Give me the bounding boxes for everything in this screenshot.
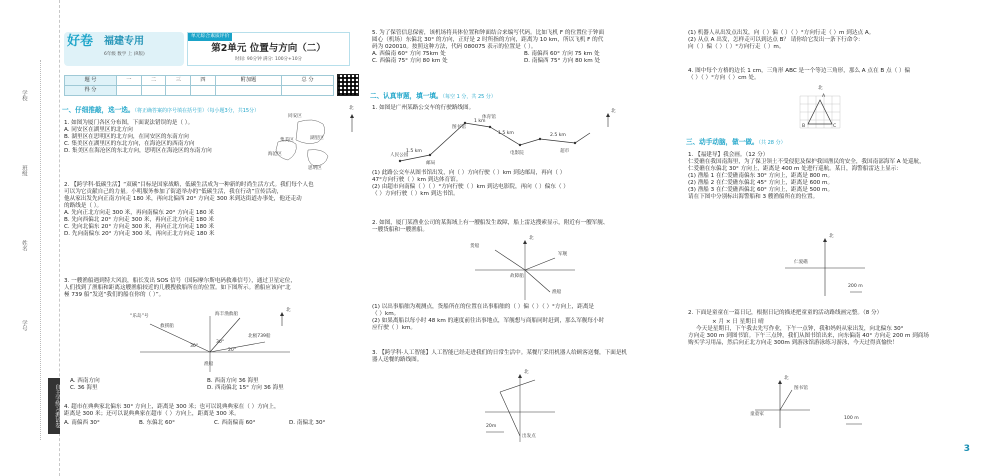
question-8 [372,350,672,364]
option-b[interactable]: B. 南偏西 60° 方向 75 km 处 [524,50,600,57]
map-label: 体育馆 [482,115,496,120]
brand-banner [64,32,184,66]
map-label: 军舰 [558,252,568,257]
score-cell: 得 分 [65,86,117,96]
question-line: 今天是星期日，下午我去先写作业，下午一点钟，我和妈妈从家出发，向北偏东 30° [696,325,904,332]
map-label: 渔船 [552,290,562,295]
section-3-note: （共 28 分） [758,140,786,146]
question-line: 3. 一艘渔船遇到特大风浪，船长发出 SOS 信号（国际摩尔斯电码救难信号），通过卫星定位， [64,278,296,284]
question-line: 应行驶（ ）km。 [372,324,417,331]
question-line: (2) 从点 A 出发，怎样走可以到达点 B？ 请你给它发出一条下行命令： [688,36,864,43]
name-label: 姓名 [20,240,27,251]
map-label: 同安区 [288,114,302,119]
question-line: (3) 渔船 3 在仁爱礁西偏北 60° 方向上，距离是 500 m。 [688,186,834,193]
scale-label: 200 m [848,284,863,289]
map-label: 人民公园 [390,153,409,158]
question-line: (1) 以出事船舶为观测点，货船所在的位置在出事船舶的（ ）偏（ ）（ ）°方向上，距离是 [372,304,595,310]
map-label: 童童家 [750,412,764,417]
option-b[interactable]: B. 西南方向 36 海里 [207,378,259,384]
distance-label: 1.5 km [498,131,514,136]
triangle-grid-figure [800,88,840,132]
section-3 [686,138,978,147]
question-line: （ ）km。 [372,310,400,317]
question-stem: 1. 如图为厦门各区分布图，下面说法错误的是（ ）。 [64,120,194,126]
map-label: 出发点 [522,434,536,439]
question-6-stem [372,105,672,112]
map-label: 超市 [560,149,570,154]
qr-code[interactable] [337,74,359,96]
option-d[interactable]: D. 先向南偏东 20° 方向走 300 米，再向正北方向走 180 米 [64,230,215,237]
north-label: 北 [286,308,291,313]
rescue-map-figure [120,308,300,374]
ship-map-svg [470,240,580,302]
score-input-cell[interactable] [191,86,216,96]
school-label: 学校 [20,90,27,101]
question-line: 圆心（机场）东偏北 30° 的方向，正好是 2 时所指的方向，距离为 10 km，所以飞机 F 的代 [372,36,604,43]
unit-title-box [187,32,350,66]
section-2-title: 二、认真审题，填一填。 [370,92,443,100]
question-line: （ ）（ ）°方向（ ）cm 处。 [688,74,760,81]
score-cell: 题 号 [65,76,117,86]
distance-label: 1 km [474,119,486,124]
north-label: 北 [784,376,789,381]
score-input-cell[interactable] [166,86,191,96]
question-line: 4. 超市在典典家北偏东 30° 方向上，距离是 300 米；也可以说典典家在（ ）方向上， [64,404,280,410]
map-label: 图书馆 [452,125,466,130]
question-7 [372,220,672,234]
angle-label: 30° [190,344,199,349]
option-a[interactable]: A. 南偏西 30° [64,419,100,426]
xiamen-map-figure [268,106,358,174]
question-6-parts [372,170,672,198]
scale-label: 20m [486,424,497,429]
map-label: 海丰渔救船 [215,312,238,317]
map-label: 货船 [470,244,480,249]
map-label: “乐岛”号 [130,314,149,319]
point-label: B [802,124,806,129]
question-line: 购买学习用品，然后向正北方向走 300m 到游泳馆游泳练习游泳，今天过得真愉快！ [688,339,898,346]
question-line: 2. 如图，厦门某渔业公司的某海域上有一艘船发生故障，船上雷达搜索显示，附近有一艘军舰、 [372,220,609,226]
question-3 [64,278,360,299]
question-line: 47°方向行驶（ ）km 到达体育馆。 [372,176,462,183]
option-b[interactable]: B. 湖里区在思明区的北方向，在同安区的东南方向 [64,133,189,140]
cut-line [40,60,41,440]
option-d[interactable]: D. 西南偏北 15° 方向 36 海里 [207,384,284,391]
option-d[interactable]: D. 集美区在海沧区的东北方向，思明区在海沧区的东南方向 [64,147,212,154]
question-line: (1) 机器人从出发点出发，向（ ）偏（ ）（ ）°方向行走（ ）m 到达点 A。 [688,30,875,36]
question-line: 器人送餐的路线图。 [372,356,423,363]
question-line: (2) 如果离船以每小时 48 km 的速度前往出事地点，军舰想与商船同时赶到，那么军舰每小时 [372,317,605,324]
question-line: (2) 渔船 2 在仁爱礁东偏北 45° 方向上，距离是 600 m。 [688,179,834,186]
section-1-title: 一、仔细推敲，选一选。 [62,106,135,114]
question-line: 一艘货船和一艘渔船。 [372,226,428,233]
brand-logo: 好卷 [67,34,94,49]
score-cell: 一 [116,76,141,86]
point-label: A [822,94,826,99]
question-line: 5. 为了保管信息保密，该机场将具体位置和钟面结合来编写代码。比如飞机 F 的位置位于钟面 [372,30,605,36]
score-cell: 四 [191,76,216,86]
score-cell: 二 [141,76,166,86]
map-label: 故障船 [510,274,524,279]
score-input-cell[interactable] [116,86,141,96]
question-line: （ ）方向行驶（ ）km 到达书馆。 [372,190,459,197]
north-label: 北 [529,236,534,241]
option-d[interactable]: D. 南偏西 75° 方向 80 km 处 [524,57,601,64]
number-label: 学号 [20,320,27,331]
side-badge: 自主学练习测试卷 [48,378,60,434]
score-table [64,75,334,96]
unit-title: 第2单元 位置与方向（二） [211,43,326,54]
score-input-cell[interactable] [282,86,334,96]
section-1-note: （将正确答案的序号填在括号里）（每小题3分，共15分） [134,108,260,114]
reef-map-figure [780,236,870,298]
map-label: 邮局 [426,161,436,166]
question-line: 方向走 300 m 到图书馆。下午三点钟，我们从图书馆出来，向东偏南 40° 方向走 200 m 到商场 [688,332,929,339]
question-3-options [70,378,340,392]
question-9 [688,30,980,51]
question-line: 的路线是（ ）。 [64,202,103,209]
diary-route-figure [750,376,880,430]
robot-route-figure [480,372,560,444]
option-b[interactable]: B. 东偏北 60° [139,419,175,426]
ship-map-figure [470,236,580,302]
map-label: 海沧区 [268,152,282,157]
question-line: 2. 【跨学科·低碳生活】“双碳”目标是国家战略，低碳生活成为一种新的时尚生活方式。我们每个人也 [64,182,314,188]
angle-label: 20° [228,348,237,353]
option-c[interactable]: C. 西偏南 75° 方向 80 km 处 [372,57,448,64]
question-4-options [64,420,360,427]
map-label: 图书馆 [794,386,808,391]
question-line: 1. 【福建导】我会画。（12 分） [688,152,769,158]
question-line: (2) 由超市向南偏（ ）（ ）°方向行驶（ ）km 到达电影院，再向（ ）偏东（ ） [372,183,569,190]
north-label: 北 [524,370,529,375]
map-label: 集美区 [280,138,294,143]
question-10 [688,68,980,82]
score-cell: 总 分 [282,76,334,86]
question-line: 可以为它贡献自己的力量。小明服务参加了街道举办的“低碳生活，我在行动”宣传活动， [64,188,283,195]
question-line: 请在下图中分别标出海警船和 3 艘渔船所在的位置。 [688,193,819,200]
question-line: 他从家出发先向正南方向走 180 米，再向北偏西 20° 方向走 300 米到达街道办事处，他还走动 [64,195,302,202]
brand-subtitle: 6年级 数学 上 (R版) [104,52,145,57]
distance-label: 2.5 km [550,133,566,138]
map-label: 电影院 [510,151,524,156]
north-label: 北 [349,106,354,111]
question-line: 4. 图中每个方格的边长 1 cm，三角形 ABC 是一个等边三角形，那么 A 点在 B 点（ ）偏 [688,68,911,74]
option-a[interactable]: A. 西偏南 60° 方向 75km 处 [372,50,446,57]
score-input-cell[interactable] [141,86,166,96]
question-5 [372,30,672,65]
score-cell: 三 [166,76,191,86]
option-a[interactable]: A. 同安区在湖里区的北方向 [64,126,133,133]
diary-route-svg [750,380,880,430]
unit-meta: 时间: 90分钟 满分: 100分+10分 [234,57,303,62]
north-label: 北 [818,86,823,91]
question-1 [64,120,284,155]
section-2 [370,92,670,101]
question-line: (1) 渔船 1 在仁爱礁南偏东 30° 方向上，距离是 800 m。 [688,172,834,179]
question-line: 向（ ）偏（ ）（ ）°方向行走（ ）m。 [688,43,785,50]
score-input-cell[interactable] [215,86,281,96]
option-c[interactable]: C. 西南偏南 60° [214,419,256,426]
unit-tag: 单元综合素质评价 [188,33,232,41]
question-stem: 1. 如图是广州某路公交车的行驶路线图。 [372,105,475,111]
question-line: 極 739 船”发送“我们的船在你的（ ）”。 [64,291,165,298]
map-label: 思明区 [308,166,322,171]
question-line: 人们找到了渔船和距离这艘渔船较近的几艘搜救船所在的位置。如下图所示。渔船应该向“北 [64,284,291,291]
option-c[interactable]: C. 36 海里 [70,384,98,391]
page-number: 3 [963,444,970,454]
question-12 [688,310,980,347]
score-cell: 附加题 [215,76,281,86]
option-a[interactable]: A. 西南方向 [70,378,100,384]
map-label: 仁爱礁 [794,260,808,265]
question-line: 仁爱礁在我国南海里，为了保卫领土不受侵犯及保护我国渔民的安全，我国南部海军 A 处巡航， [688,158,925,165]
map-label: 北极739船 [248,334,271,339]
question-line: 仁爱礁在东偏北 30° 方向上，距离是 400 m 处进行巡航。某日，海警船雷达上显示： [688,165,902,172]
point-label: C [833,124,837,129]
map-label: 湖里区 [310,136,324,141]
question-2 [64,182,360,238]
option-c[interactable]: C. 先向北偏东 20° 方向走 300 米，再向正北方向走 180 米 [64,223,215,230]
scale-label: 100 m [844,416,859,421]
bus-route-figure [390,109,640,168]
question-line: (1) 此路公交车从图书馆出发，向（ ）方向行驶（ ）km 到达邮局，再向（ ） [372,170,566,176]
question-7-parts [372,304,672,332]
question-4 [64,404,360,427]
brand-title: 福建专用 [104,36,144,47]
robot-route-svg [480,372,560,444]
question-line: 3. 【跨学科·人工智能】人工智能已经走进我们的日常生活中。某餐厅采用机器人给顾客送餐，下面是机 [372,350,628,356]
map-label: 渔船 [204,362,214,367]
distance-label: 1.5 km [406,149,422,154]
angle-label: 30° [216,340,225,345]
diary-date: × 月 × 日 星期日 晴 [712,318,764,325]
question-5-options [372,51,672,65]
north-label: 北 [829,234,834,239]
class-label: 班级 [20,165,27,176]
bus-route-svg [390,113,640,168]
north-label: 北 [611,109,616,114]
question-11 [688,152,980,201]
question-line: 2. 下面是童童在一篇日记，根据日记的描述把童童的活动路线画完整。（8 分） [688,310,883,316]
option-a[interactable]: A. 先向正北方向走 300 米，再向南偏东 20° 方向走 180 米 [64,209,214,216]
option-b[interactable]: B. 先向西偏北 20° 方向走 300 米，再向正北方向走 180 米 [64,216,215,223]
section-3-title: 三、动手动脑，做一做。 [686,138,759,146]
question-line: 距离是 300 米；还可以说典典家在超市（ ）方向上，距离是 300 米。 [64,410,240,417]
map-label: 救援船 [160,324,174,329]
option-d[interactable]: D. 南偏北 30° [289,419,326,426]
section-2-note: （每空 1 分，共 25 分） [442,94,496,100]
option-c[interactable]: C. 集美区在湖里区的东北方向，在海沧区的西南方向 [64,140,195,147]
question-line: 码为 020010。按照这种方法，代码 080075 表示的位置是（ ）。 [372,43,537,50]
